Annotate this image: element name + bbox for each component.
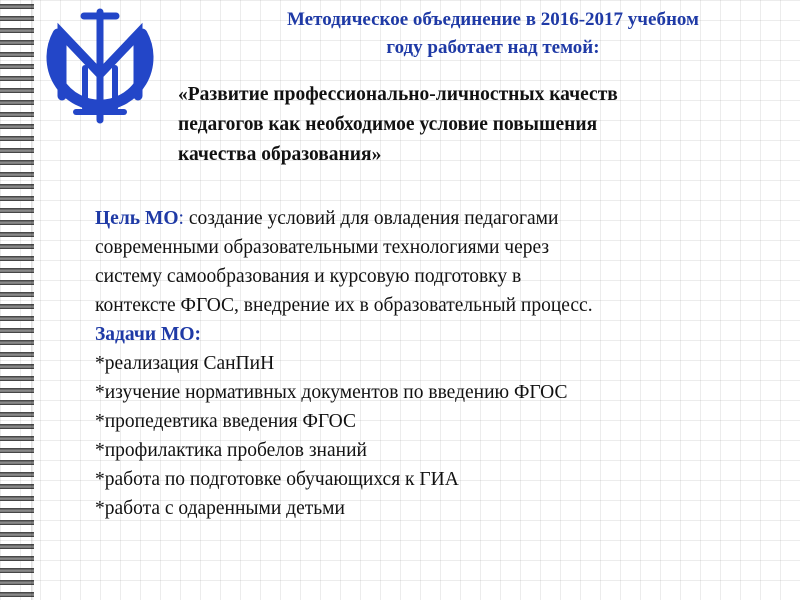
goal-colon: : bbox=[178, 208, 184, 229]
heading-line-1: Методическое объединение в 2016-2017 учебном bbox=[287, 9, 699, 30]
task-item: *работа с одаренными детьми bbox=[95, 498, 345, 519]
task-item: *реализация СанПиН bbox=[95, 353, 275, 374]
theme-line-2: педагогов как необходимое условие повышения bbox=[178, 114, 598, 135]
task-item: *изучение нормативных документов по введению ФГОС bbox=[95, 382, 568, 403]
goals-and-tasks bbox=[95, 204, 795, 523]
goal-line-1 bbox=[95, 204, 795, 233]
task-item: *пропедевтика введения ФГОС bbox=[95, 411, 356, 432]
goal-text-1: создание условий для овладения педагогами bbox=[183, 208, 559, 229]
theme-line-1: «Развитие профессионально-личностных качеств bbox=[178, 84, 618, 105]
theme-block bbox=[178, 80, 788, 170]
theme-line-3: качества образования» bbox=[178, 144, 382, 165]
notebook-spiral-binding bbox=[0, 0, 34, 600]
heading-line-2: году работает над темой: bbox=[386, 37, 600, 58]
slide-heading bbox=[190, 6, 796, 62]
goal-line-4: контексте ФГОС, внедрение их в образовательный процесс. bbox=[95, 295, 593, 316]
task-item: *работа по подготовке обучающихся к ГИА bbox=[95, 469, 459, 490]
task-item: *профилактика пробелов знаний bbox=[95, 440, 367, 461]
goal-line-2: современными образовательными технологиями через bbox=[95, 237, 550, 258]
methodical-association-logo-icon bbox=[40, 4, 160, 128]
goal-line-3: систему самообразования и курсовую подготовку в bbox=[95, 266, 522, 287]
goal-label: Цель МО bbox=[95, 208, 179, 229]
tasks-label: Задачи МО: bbox=[95, 324, 202, 345]
